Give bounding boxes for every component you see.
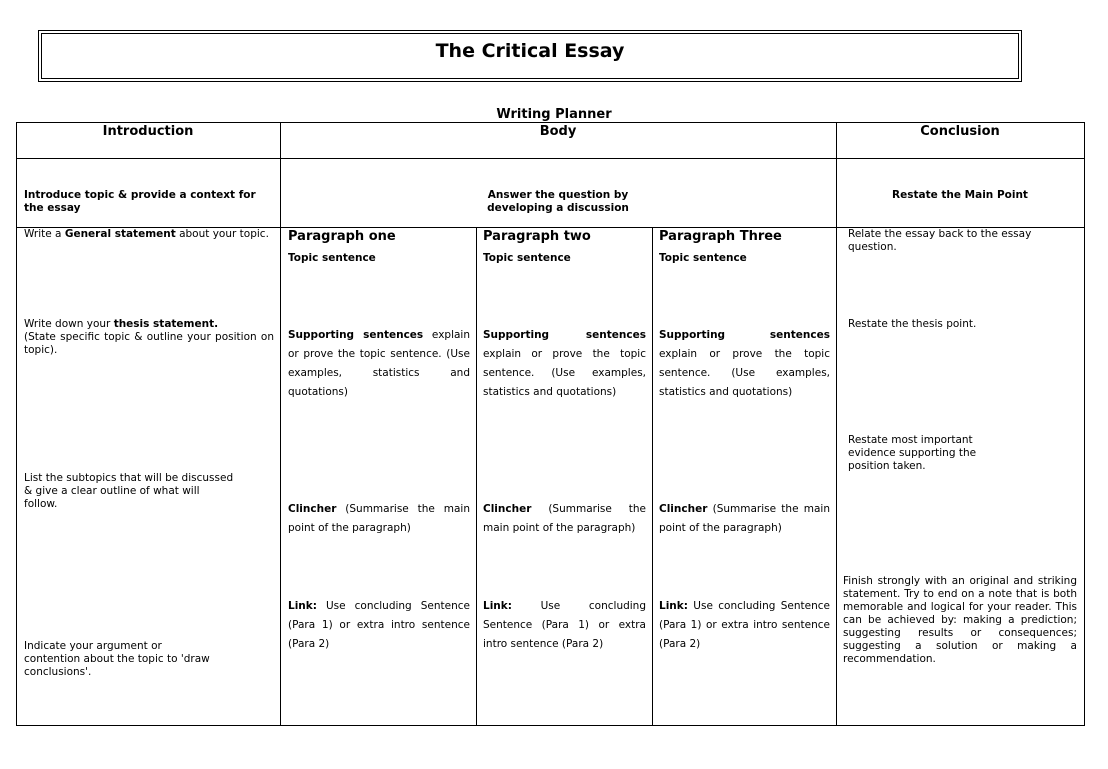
conclusion-evidence: Restate most important evidence supporting the position taken.: [848, 434, 977, 472]
table-border-top: [16, 122, 1085, 123]
col-head-introduction: Introduction: [102, 124, 194, 139]
col-head-conclusion: Conclusion: [920, 124, 1000, 139]
subhead-conclusion: Restate the Main Point: [892, 189, 1028, 201]
intro-subtopics: List the subtopics that will be discussed & give a clear outline of what will follow.: [24, 472, 234, 510]
paragraph-two-supporting: Supporting sentences explain or prove the topic sentence. (Use examples, statistics and quotations): [483, 329, 646, 398]
table-border-left: [16, 122, 17, 726]
col-divider-1: [280, 122, 281, 726]
col-head-body: Body: [539, 124, 577, 139]
paragraph-three-clincher: Clincher (Summarise the main point of the paragraph): [659, 503, 830, 534]
planner-label: Writing Planner: [496, 107, 612, 122]
paragraph-one-title: Paragraph one: [288, 229, 396, 244]
paragraph-two-link: Link: Use concluding Sentence (Para 1) or extra intro sentence (Para 2): [483, 600, 646, 650]
page-title: The Critical Essay: [435, 40, 625, 62]
subhead-introduction: Introduce topic & provide a context for the essay: [24, 189, 256, 214]
paragraph-three-supporting: Supporting sentences explain or prove the topic sentence. (Use examples, statistics and quotations): [659, 329, 830, 398]
intro-argument: Indicate your argument or contention about the topic to 'draw conclusions'.: [24, 640, 210, 678]
paragraph-two-topic: Topic sentence: [483, 252, 571, 264]
col-divider-2: [836, 122, 837, 726]
paragraph-two-title: Paragraph two: [483, 229, 591, 244]
paragraph-one-supporting: Supporting sentences explain or prove the topic sentence. (Use examples, statistics and quotations): [288, 329, 470, 398]
paragraph-one-link: Link: Use concluding Sentence (Para 1) or extra intro sentence (Para 2): [288, 600, 470, 650]
conclusion-finish: Finish strongly with an original and striking statement. Try to end on a note that is both memorable and logical for your reader. This can be achieved by: making a prediction; suggesting results or consequences; suggesting a solution or making a recommendation.: [843, 575, 1077, 665]
col-divider-p2: [652, 227, 653, 726]
paragraph-three-title: Paragraph Three: [659, 229, 782, 244]
table-border-right: [1084, 122, 1085, 726]
conclusion-relate: Relate the essay back to the essay question.: [848, 228, 1032, 253]
conclusion-restate-thesis: Restate the thesis point.: [848, 318, 977, 330]
paragraph-one-topic: Topic sentence: [288, 252, 376, 264]
paragraph-two-clincher: Clincher (Summarise the main point of the paragraph): [483, 503, 646, 534]
paragraph-one-clincher: Clincher (Summarise the main point of the paragraph): [288, 503, 470, 534]
intro-thesis-detail: (State specific topic & outline your position on topic).: [24, 331, 274, 356]
table-divider-head: [16, 158, 1085, 159]
paragraph-three-topic: Topic sentence: [659, 252, 747, 264]
title-box: [38, 30, 1022, 82]
table-border-bottom: [16, 725, 1085, 726]
paragraph-three-link: Link: Use concluding Sentence (Para 1) or extra intro sentence (Para 2): [659, 600, 830, 650]
subhead-body: Answer the question by developing a discussion: [487, 189, 629, 214]
intro-thesis-statement: Write down your thesis statement.: [24, 318, 219, 330]
col-divider-p1: [476, 227, 477, 726]
intro-general-statement: Write a General statement about your topic.: [24, 228, 269, 240]
